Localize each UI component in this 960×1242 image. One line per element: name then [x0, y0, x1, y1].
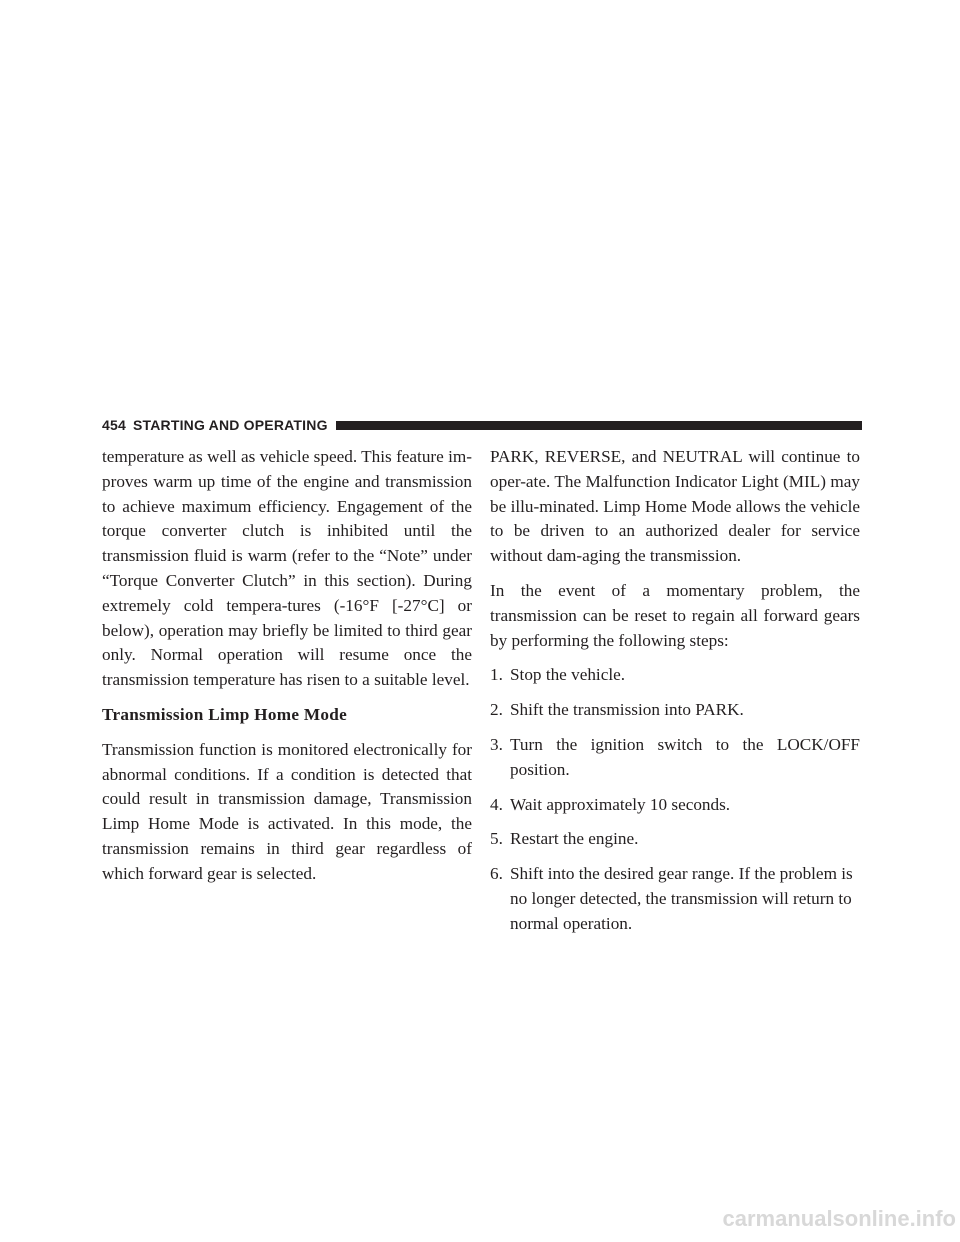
left-column [102, 445, 472, 897]
header-rule [336, 421, 862, 430]
step-text: Turn the ignition switch to the LOCK/OFF position. [510, 734, 860, 779]
step-number: 3. [490, 734, 503, 754]
page-number: 454 [102, 417, 126, 433]
step-item [490, 827, 860, 852]
right-paragraph-2: In the event of a momentary problem, the transmission can be reset to regain all forward gears by performing the following steps: [490, 580, 860, 650]
step-text: Stop the vehicle. [510, 665, 626, 685]
step-item [490, 793, 860, 818]
step-number: 5. [490, 829, 503, 849]
step-number: 2. [490, 700, 503, 720]
steps-list [490, 663, 860, 936]
page-header [102, 414, 862, 436]
watermark [0, 1202, 960, 1242]
step-number: 4. [490, 794, 503, 814]
left-paragraph-1: temperature as well as vehicle speed. This feature im-proves warm up time of the engine and transmission to achieve maximum efficiency. Engagement of the torque converter clutch is inhibited until the transmission fluid is warm (refer to the “Note” under “Torque Converter Clutch” in this section). During extremely cold tempera-tures (-16°F [-27°C] or below), operation may briefly be limited to third gear only. Normal operation will resume once the transmission temperature has risen to a suitable level. [102, 447, 472, 690]
step-item [490, 862, 860, 936]
section-heading: Transmission Limp Home Mode [102, 704, 348, 724]
step-item [490, 663, 860, 688]
step-item [490, 733, 860, 783]
watermark-text: carmanualsonline.info [722, 1206, 956, 1231]
right-column [490, 445, 860, 947]
step-text: Shift the transmission into PARK. [510, 700, 744, 720]
step-text: Shift into the desired gear range. If the problem is no longer detected, the transmission will return to normal operation. [510, 864, 853, 933]
step-text: Wait approximately 10 seconds. [510, 794, 731, 814]
right-paragraph-1: PARK, REVERSE, and NEUTRAL will continue to oper-ate. The Malfunction Indicator Light (MIL) may be illu-minated. Limp Home Mode allows the vehicle to be driven to an authorized dealer for service without dam-aging the transmission. [490, 447, 860, 566]
section-title: STARTING AND OPERATING [132, 417, 328, 433]
step-text: Restart the engine. [510, 829, 639, 849]
left-paragraph-2: Transmission function is monitored electronically for abnormal conditions. If a condition is detected that could result in transmission damage, Transmission Limp Home Mode is activated. In this mode, the transmission remains in third gear regardless of which forward gear is selected. [102, 739, 472, 883]
step-item [490, 698, 860, 723]
step-number: 1. [490, 665, 503, 685]
step-number: 6. [490, 864, 503, 884]
